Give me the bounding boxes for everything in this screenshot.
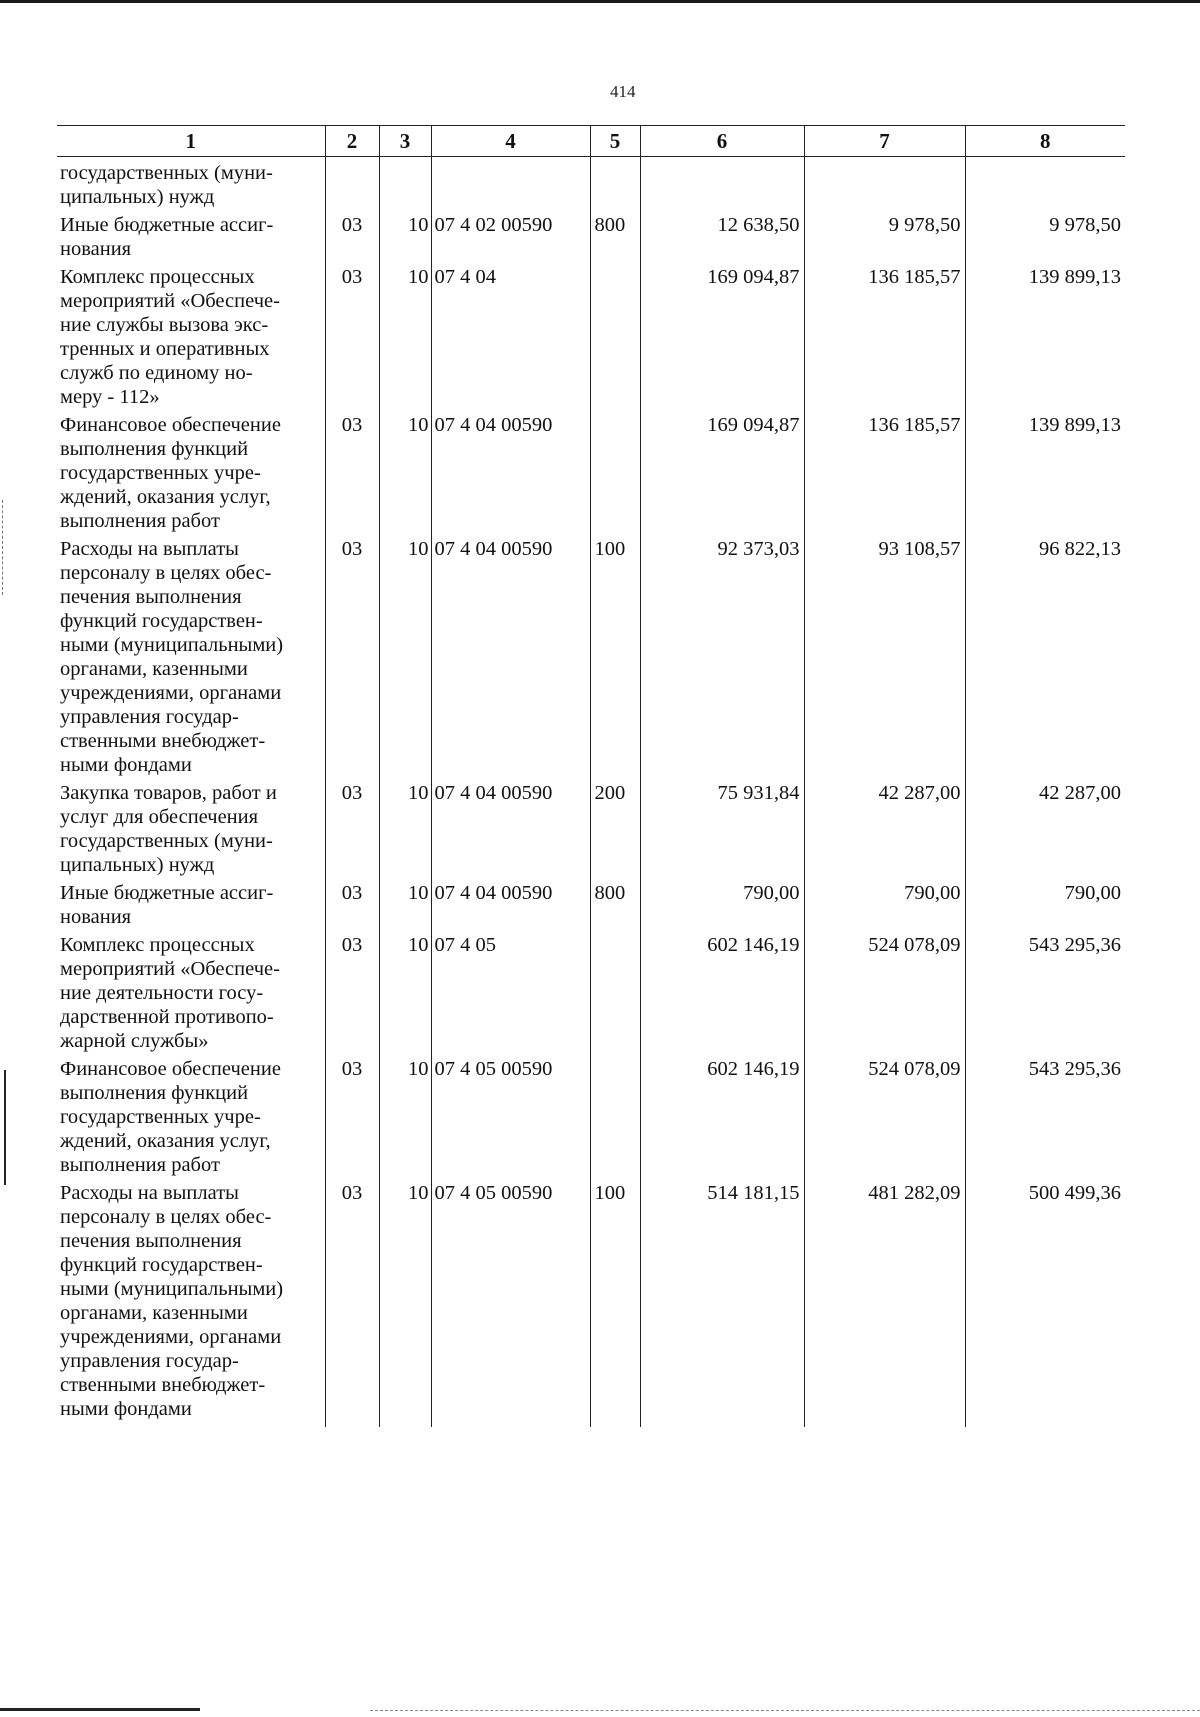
row-description <box>57 409 325 533</box>
amount-col-7: 481 282,09 <box>804 1177 965 1427</box>
budget-table <box>57 125 1125 1427</box>
amount-col-8: 790,00 <box>965 877 1125 929</box>
column-header: 2 <box>325 126 379 157</box>
table-row <box>57 157 1125 210</box>
row-description <box>57 929 325 1053</box>
amount-col-8: 96 822,13 <box>965 533 1125 777</box>
subsection-code: 10 <box>379 877 431 929</box>
target-article-code: 07 4 04 <box>431 261 590 409</box>
target-article-code: 07 4 02 00590 <box>431 209 590 261</box>
amount-col-7: 524 078,09 <box>804 1053 965 1177</box>
subsection-code: 10 <box>379 1177 431 1427</box>
row-description <box>57 157 325 210</box>
left-binding-mark <box>4 1070 6 1185</box>
amount-col-6: 602 146,19 <box>640 1053 804 1177</box>
expense-type-code: 100 <box>590 1177 640 1427</box>
table-row <box>57 209 1125 261</box>
expense-type-code: 800 <box>590 877 640 929</box>
row-description <box>57 777 325 877</box>
target-article-code: 07 4 05 00590 <box>431 1177 590 1427</box>
section-code: 03 <box>325 777 379 877</box>
row-description <box>57 533 325 777</box>
row-description <box>57 1053 325 1177</box>
top-scan-border <box>0 0 1200 3</box>
subsection-code: 10 <box>379 533 431 777</box>
row-description-text: Расходы на выплаты персоналу в целях обес- печения выполнения функций государствен- ными (муниципальными) органами, казенными учреждениями, органами управления государ- ственными внебюджет- ными фондами <box>60 1182 284 1420</box>
row-description-text: Комплекс процессных мероприятий «Обеспече- ние службы вызова экс- тренных и оперативных служб по единому но- меру - 112» <box>60 266 280 408</box>
amount-col-8: 139 899,13 <box>965 409 1125 533</box>
section-code: 03 <box>325 1177 379 1427</box>
table-row <box>57 409 1125 533</box>
target-article-code <box>431 157 590 210</box>
subsection-code: 10 <box>379 777 431 877</box>
expense-type-code <box>590 261 640 409</box>
amount-col-6: 75 931,84 <box>640 777 804 877</box>
amount-col-6: 92 373,03 <box>640 533 804 777</box>
table-row <box>57 1177 1125 1427</box>
target-article-code: 07 4 05 <box>431 929 590 1053</box>
amount-col-8 <box>965 157 1125 210</box>
amount-col-7 <box>804 157 965 210</box>
expense-type-code <box>590 409 640 533</box>
amount-col-8: 543 295,36 <box>965 1053 1125 1177</box>
amount-col-8: 543 295,36 <box>965 929 1125 1053</box>
left-scan-mark <box>2 500 4 595</box>
amount-col-7: 136 185,57 <box>804 409 965 533</box>
table-row <box>57 261 1125 409</box>
table-header-row <box>57 126 1125 157</box>
row-description-text: Расходы на выплаты персоналу в целях обес- печения выполнения функций государствен- ными (муниципальными) органами, казенными учреждениями, органами управления государ- ственными внебюджет- ными фондами <box>60 538 284 776</box>
bottom-scan-border <box>0 1708 200 1711</box>
amount-col-8: 500 499,36 <box>965 1177 1125 1427</box>
amount-col-8: 9 978,50 <box>965 209 1125 261</box>
section-code: 03 <box>325 1053 379 1177</box>
column-header: 5 <box>590 126 640 157</box>
amount-col-6: 602 146,19 <box>640 929 804 1053</box>
row-description-text: Финансовое обеспечение выполнения функций государственных учре- ждений, оказания услуг, выполнения работ <box>60 1058 281 1176</box>
row-description-text: Иные бюджетные ассиг- нования <box>60 882 274 928</box>
target-article-code: 07 4 04 00590 <box>431 409 590 533</box>
subsection-code: 10 <box>379 929 431 1053</box>
section-code: 03 <box>325 209 379 261</box>
section-code: 03 <box>325 409 379 533</box>
amount-col-7: 790,00 <box>804 877 965 929</box>
target-article-code: 07 4 05 00590 <box>431 1053 590 1177</box>
row-description-text: Финансовое обеспечение выполнения функций государственных учре- ждений, оказания услуг, выполнения работ <box>60 414 281 532</box>
section-code: 03 <box>325 533 379 777</box>
expense-type-code: 100 <box>590 533 640 777</box>
table-row <box>57 533 1125 777</box>
target-article-code: 07 4 04 00590 <box>431 533 590 777</box>
amount-col-7: 42 287,00 <box>804 777 965 877</box>
target-article-code: 07 4 04 00590 <box>431 777 590 877</box>
subsection-code: 10 <box>379 409 431 533</box>
amount-col-8: 42 287,00 <box>965 777 1125 877</box>
row-description <box>57 1177 325 1427</box>
row-description <box>57 209 325 261</box>
expense-type-code <box>590 929 640 1053</box>
row-description-text: государственных (муни- ципальных) нужд <box>60 162 273 208</box>
amount-col-7: 93 108,57 <box>804 533 965 777</box>
section-code: 03 <box>325 261 379 409</box>
expense-type-code: 800 <box>590 209 640 261</box>
table-row <box>57 1053 1125 1177</box>
row-description <box>57 261 325 409</box>
column-header: 3 <box>379 126 431 157</box>
section-code: 03 <box>325 929 379 1053</box>
section-code: 03 <box>325 877 379 929</box>
subsection-code <box>379 157 431 210</box>
amount-col-6: 169 094,87 <box>640 261 804 409</box>
row-description <box>57 877 325 929</box>
amount-col-6: 169 094,87 <box>640 409 804 533</box>
table-row <box>57 877 1125 929</box>
subsection-code: 10 <box>379 261 431 409</box>
bottom-scan-line <box>370 1710 1200 1712</box>
amount-col-6: 514 181,15 <box>640 1177 804 1427</box>
row-description-text: Закупка товаров, работ и услуг для обеспечения государственных (муни- ципальных) нужд <box>60 782 277 876</box>
amount-col-7: 524 078,09 <box>804 929 965 1053</box>
section-code <box>325 157 379 210</box>
table-row <box>57 929 1125 1053</box>
target-article-code: 07 4 04 00590 <box>431 877 590 929</box>
subsection-code: 10 <box>379 209 431 261</box>
row-description-text: Комплекс процессных мероприятий «Обеспече- ние деятельности госу- дарственной противопо- жарной службы» <box>60 934 280 1052</box>
column-header: 7 <box>804 126 965 157</box>
row-description-text: Иные бюджетные ассиг- нования <box>60 214 274 260</box>
column-header: 4 <box>431 126 590 157</box>
column-header: 1 <box>57 126 325 157</box>
page-number: 414 <box>610 82 636 101</box>
column-header: 8 <box>965 126 1125 157</box>
amount-col-6: 790,00 <box>640 877 804 929</box>
column-header: 6 <box>640 126 804 157</box>
amount-col-7: 9 978,50 <box>804 209 965 261</box>
expense-type-code: 200 <box>590 777 640 877</box>
subsection-code: 10 <box>379 1053 431 1177</box>
amount-col-7: 136 185,57 <box>804 261 965 409</box>
amount-col-6: 12 638,50 <box>640 209 804 261</box>
expense-type-code <box>590 157 640 210</box>
table-row <box>57 777 1125 877</box>
amount-col-6 <box>640 157 804 210</box>
expense-type-code <box>590 1053 640 1177</box>
amount-col-8: 139 899,13 <box>965 261 1125 409</box>
